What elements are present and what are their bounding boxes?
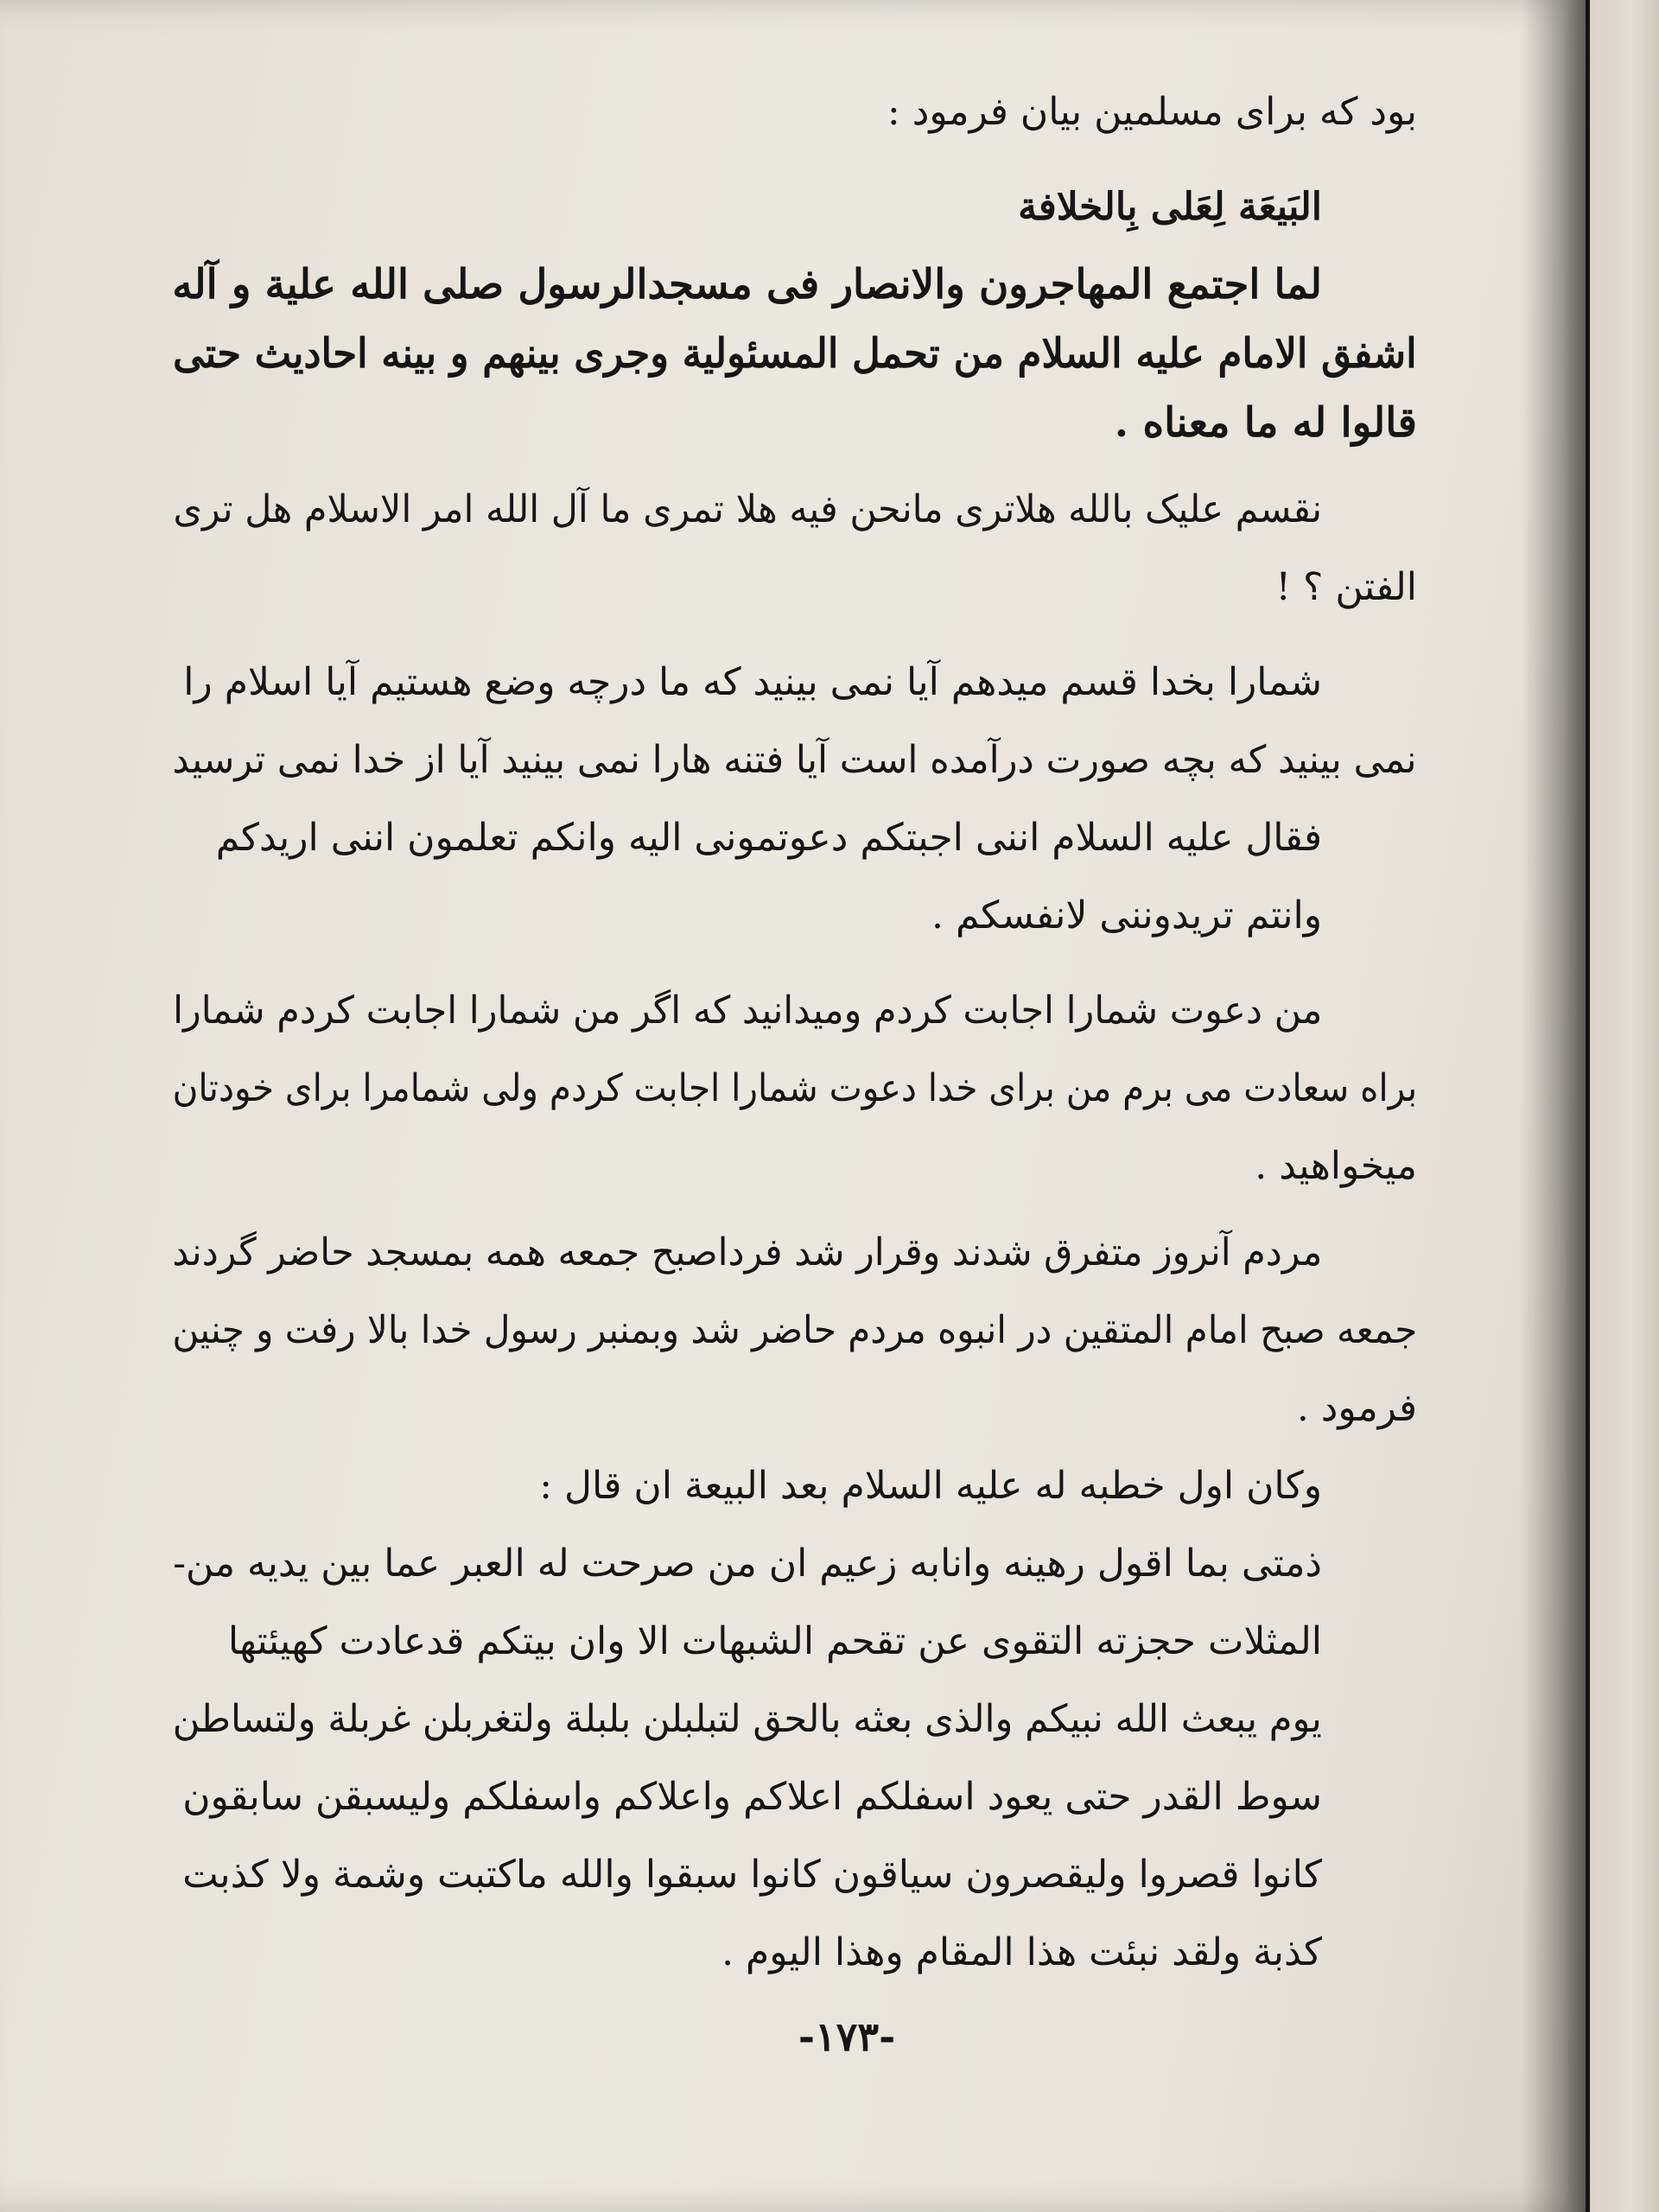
text-line: فقال علیه السلام اننی اجبتکم دعوتمونی الیه وانکم تعلمون اننی اریدکم [215,816,1322,860]
text-line: شمارا بخدا قسم میدهم آیا نمی بینید که ما درچه وضع هستیم آیا اسلام را [183,660,1322,704]
text-line: سوط القدر حتی یعود اسفلکم اعلاکم واعلاکم واسفلکم ولیسبقن سابقون [182,1775,1322,1819]
text-line: کانوا قصروا ولیقصرون سیاقون کانوا سبقوا والله ماکتبت وشمة ولا کذبت [182,1853,1322,1897]
text-line: لما اجتمع المهاجرون والانصار فی مسجدالرسول صلی الله علیة و آله [172,261,1322,308]
text-line: وکان اول خطبه له علیه السلام بعد البیعة ان قال : [539,1464,1322,1508]
section-heading: البَیعَة لِعَلی بِالخلافة [1018,185,1322,229]
text-line: نقسم علیک بالله هلاتری مانحن فیه هلا تمری ما آل الله امر الاسلام هل تری [173,487,1322,531]
text-line: الفتن ؟ ! [1275,565,1417,609]
text-line: نمی بینید که بچه صورت درآمده است آیا فتنه هارا نمی بینید آیا از خدا نمی ترسید [172,738,1417,782]
text-line: وانتم تریدوننی لانفسکم . [931,893,1322,938]
text-line: بود که برای مسلمین بیان فرمود : [887,90,1417,134]
text-line: المثلات حجزته التقوی عن تقحم الشبهات الا وان بیتکم قدعادت کهیئتها [227,1619,1322,1663]
text-line: فرمود . [1296,1386,1417,1430]
text-line: یوم یبعث الله نبیکم والذی بعثه بالحق لتبلبلن بلبلة ولتغربلن غربلة ولتساطن [173,1697,1322,1741]
text-line: کذبة ولقد نبئت هذا المقام وهذا الیوم . [721,1930,1322,1974]
adjacent-page-edge [1590,0,1659,2212]
text-line: میخواهید . [1255,1144,1417,1188]
book-gutter-shadow [1521,0,1590,2212]
text-line: ذمتی بما اقول رهینه وانابه زعیم ان من صرحت له العبر عما بین یدیه من- [173,1541,1322,1586]
text-line: مردم آنروز متفرق شدند وقرار شد فرداصبح جمعه همه بمسجد حاضر گردند [172,1230,1322,1274]
text-line: جمعه صبح امام المتقین در انبوه مردم حاضر شد وبمنبر رسول خدا بالا رفت و چنین [172,1308,1417,1352]
text-line: قالوا له ما معناه . [1114,399,1417,447]
text-line: اشفق الامام علیه السلام من تحمل المسئولیة وجری بینهم و بینه احادیث حتی [173,330,1417,378]
page-number: -۱۷۳- [798,2013,896,2060]
text-line: من دعوت شمارا اجابت کردم ومیدانید که اگر من شمارا اجابت کردم شمارا [172,988,1322,1033]
text-line: براه سعادت می برم من برای خدا دعوت شمارا اجابت کردم ولی شمامرا برای خودتان [172,1066,1417,1110]
